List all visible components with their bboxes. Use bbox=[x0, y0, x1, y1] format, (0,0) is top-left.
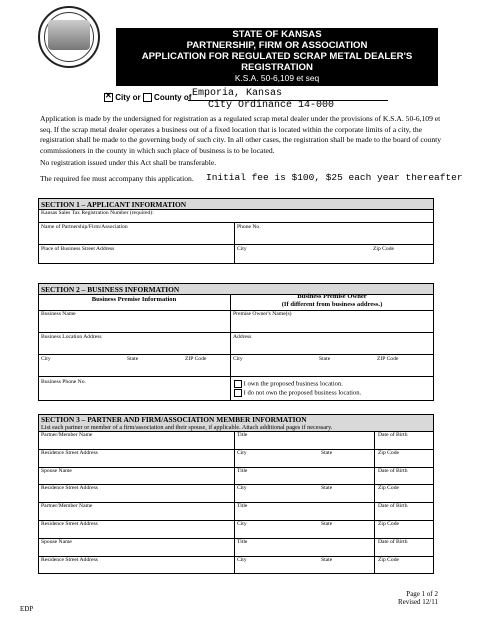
owner-address-label: Address bbox=[233, 334, 252, 340]
section-3-instructions: List each partner or member of a firm/association and their spouse, if applicable. Attach additional pages if necessary. bbox=[41, 424, 333, 431]
not-own-location-label: I do not own the proposed business location. bbox=[243, 389, 362, 397]
city-label: City or bbox=[115, 93, 141, 102]
tax-number-label: Kansas Sales Tax Registration Number (required): bbox=[41, 210, 154, 216]
member-field-label: Spouse Name bbox=[41, 538, 72, 545]
member-field-label: Title bbox=[237, 467, 248, 474]
s2-zip-label: ZIP Code bbox=[185, 356, 207, 362]
jurisdiction-name-field[interactable]: Emporia, Kansas bbox=[192, 88, 283, 99]
revision-date: Revised 12/11 bbox=[398, 598, 438, 606]
member-field-label: Date of Birth bbox=[378, 538, 408, 545]
member-field-label: State bbox=[321, 449, 333, 456]
form-header bbox=[116, 28, 438, 86]
footer-code: EDP bbox=[20, 605, 34, 613]
city-checkbox[interactable]: ✕ bbox=[105, 91, 112, 101]
business-address-label: Place of Business Street Address bbox=[41, 246, 115, 252]
member-field-label: Title bbox=[237, 503, 248, 510]
intro-paragraph: Application is made by the undersigned for registration as a regulated scrap metal dealer under the provisions of K.S.A. 50-6,109 et seq. If the scrap metal dealer operates a business out of a fixed location that is located within the corporate limits of a city, the registration shall be made to the governing body of such city. In all other cases, the registration shall be made to the board of county commissioners in the county in which such place of business is to be located. bbox=[40, 114, 442, 155]
member-field-label: Title bbox=[237, 432, 248, 438]
member-field-label: State bbox=[321, 521, 333, 527]
firm-name-label: Name of Partnership/Firm/Association bbox=[41, 224, 128, 230]
county-label: County of bbox=[154, 93, 192, 102]
transfer-note: No registration issued under this Act shall be transferable. bbox=[40, 158, 217, 167]
owner-name-label: Premise Owner's Name(s) bbox=[233, 311, 292, 317]
s2-owner-city-label: City bbox=[233, 356, 243, 362]
member-field-label: Zip Code bbox=[378, 556, 399, 563]
state-seal bbox=[38, 6, 100, 68]
ownership-options bbox=[234, 380, 361, 397]
s2-owner-zip-label: ZIP Code bbox=[377, 356, 399, 362]
member-field-label: City bbox=[237, 449, 247, 456]
member-field-label: State bbox=[321, 556, 333, 563]
fee-note: The required fee must accompany this application. bbox=[40, 174, 194, 183]
premise-info-heading: Business Premise Information bbox=[91, 296, 177, 303]
county-checkbox[interactable] bbox=[143, 93, 152, 102]
footer-page-info bbox=[398, 590, 438, 606]
member-field-label: Residence Street Address bbox=[41, 485, 98, 492]
fee-typed-field[interactable]: Initial fee is $100, $25 each year thereafter bbox=[206, 172, 463, 183]
header-entity: PARTNERSHIP, FIRM OR ASSOCIATION bbox=[186, 40, 368, 51]
business-phone-label: Business Phone No. bbox=[41, 379, 86, 385]
member-field-label: Spouse Name bbox=[41, 467, 72, 474]
business-name-label: Business Name bbox=[41, 311, 76, 317]
city-label-s1: City bbox=[237, 246, 247, 252]
member-field-label: Residence Street Address bbox=[41, 521, 98, 527]
member-field-label: City bbox=[237, 485, 247, 492]
header-title: APPLICATION FOR REGULATED SCRAP METAL DEALER'S REGISTRATION bbox=[141, 51, 413, 73]
not-own-location-checkbox[interactable] bbox=[234, 389, 242, 397]
s2-state-label: State bbox=[127, 356, 139, 362]
jurisdiction-line bbox=[104, 93, 191, 102]
premise-owner-heading: Business Premise Owner (If different from business address.) bbox=[281, 293, 383, 308]
member-field-label: Partner/Member Name bbox=[41, 432, 93, 438]
ordinance-field[interactable]: City Ordinance 14-000 bbox=[208, 100, 335, 111]
member-field-label: Zip Code bbox=[378, 485, 399, 492]
own-location-checkbox[interactable] bbox=[234, 380, 242, 388]
header-statute: K.S.A. 50-6,109 et seq bbox=[234, 73, 320, 83]
own-location-label: I own the proposed business location. bbox=[243, 380, 343, 388]
member-field-label: Zip Code bbox=[378, 521, 399, 527]
s2-city-label: City bbox=[41, 356, 51, 362]
section-2-title: SECTION 2 – BUSINESS INFORMATION bbox=[39, 284, 433, 295]
header-state: STATE OF KANSAS bbox=[232, 29, 322, 40]
member-field-label: Date of Birth bbox=[378, 467, 408, 474]
location-address-label: Business Location Address bbox=[41, 334, 102, 340]
member-field-label: City bbox=[237, 521, 247, 527]
member-field-label: Date of Birth bbox=[378, 432, 408, 438]
zip-label-s1: Zip Code bbox=[373, 246, 394, 252]
member-field-label: Partner/Member Name bbox=[41, 503, 93, 510]
member-field-label: State bbox=[321, 485, 333, 492]
member-field-label: Residence Street Address bbox=[41, 449, 98, 456]
member-field-label: Date of Birth bbox=[378, 503, 408, 510]
member-field-label: Zip Code bbox=[378, 449, 399, 456]
page-number: Page 1 of 2 bbox=[406, 590, 438, 598]
section-3-title: SECTION 3 – PARTNER AND FIRM/ASSOCIATION MEMBER INFORMATION bbox=[41, 415, 307, 424]
member-field-label: City bbox=[237, 556, 247, 563]
member-field-label: Title bbox=[237, 538, 248, 545]
section-3-header bbox=[39, 415, 433, 432]
section-1-title: SECTION 1 – APPLICANT INFORMATION bbox=[39, 199, 433, 210]
phone-label: Phone No. bbox=[237, 224, 261, 230]
s2-owner-state-label: State bbox=[319, 356, 331, 362]
section-1 bbox=[38, 198, 434, 264]
member-field-label: Residence Street Address bbox=[41, 556, 98, 563]
